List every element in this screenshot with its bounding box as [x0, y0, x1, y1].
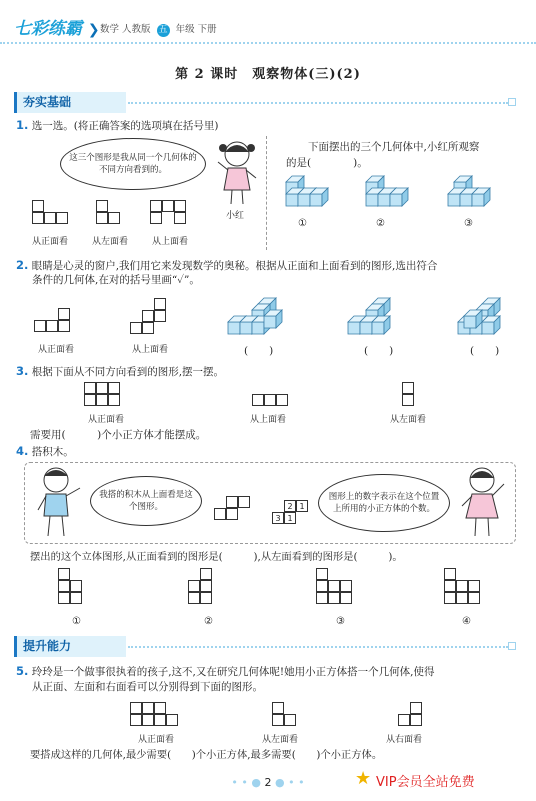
- cube-square: [130, 702, 142, 714]
- page-number-text: 2: [264, 776, 272, 789]
- q4-number-grid: [272, 500, 312, 526]
- cube-square: [154, 298, 166, 310]
- q2-number: 2.: [16, 258, 29, 272]
- cube-square: [58, 568, 70, 580]
- cube-square: [272, 714, 284, 726]
- q3-answer: 需要用( )个小正方体才能摆成。: [30, 429, 207, 441]
- cube-square: [410, 714, 422, 726]
- cube-square: [456, 592, 468, 604]
- header-subject: 数学 人教版: [100, 24, 151, 35]
- cube-square: [402, 394, 414, 406]
- q2-text-2: 条件的几何体,在对的括号里画“✓”。: [32, 274, 200, 286]
- brand-logo-text: 七彩练霸: [14, 19, 82, 39]
- boy-illustration: [34, 466, 84, 540]
- header-info: [100, 21, 217, 37]
- q1-option-label: ①: [298, 218, 307, 229]
- q4-left-speech-bubble: [90, 476, 202, 526]
- q4-right-speech-bubble: [318, 474, 450, 532]
- section-advanced-end-mark: [508, 642, 516, 650]
- cube-square: [188, 592, 200, 604]
- q2-option-3-solid: [458, 298, 500, 334]
- cube-square: [468, 592, 480, 604]
- cube-square: [456, 580, 468, 592]
- cube-square: [150, 200, 162, 212]
- q4-option-3-shape: [316, 568, 356, 612]
- section-advanced: 提升能力: [14, 636, 126, 657]
- cube-square: [96, 394, 108, 406]
- vip-watermark: VIP会员全站免费: [376, 775, 475, 790]
- cube-square: [154, 714, 166, 726]
- q2-view-front: [34, 308, 74, 338]
- q3-view-top: [252, 394, 300, 408]
- cube-square: [174, 200, 186, 212]
- q5-prompt: [16, 664, 434, 680]
- cube-square: [96, 382, 108, 394]
- cube-square: [316, 592, 328, 604]
- q1-option-label: ③: [464, 218, 473, 229]
- logo-chevron-icon: ❯: [87, 22, 100, 38]
- cube-square: [252, 394, 264, 406]
- q4-prompt: [16, 444, 74, 460]
- cube-square: [96, 200, 108, 212]
- cube-square: [70, 592, 82, 604]
- cube-square: [154, 310, 166, 322]
- girl-illustration: [458, 466, 508, 540]
- cube-square: [316, 580, 328, 592]
- grade-badge: 五: [158, 25, 168, 35]
- cube-square: [142, 702, 154, 714]
- q5-view-label: 从正面看: [138, 735, 175, 745]
- q3-view-label: 从上面看: [250, 415, 287, 425]
- cube-square: [142, 310, 154, 322]
- q5-view-label: 从左面看: [262, 735, 299, 745]
- q1-number: 1.: [16, 118, 29, 132]
- cube-square: [166, 714, 178, 726]
- lesson-title: 第 2 课时 观察物体(三)(2): [175, 67, 361, 82]
- q3-text: 根据下面从不同方向看到的图形,摆一摆。: [31, 366, 225, 378]
- q1-view-label: 从正面看: [32, 237, 69, 247]
- q4-text: 搭积木。: [31, 446, 74, 458]
- q2-answer-blank[interactable]: ( ): [244, 345, 274, 357]
- q4-option-4-shape: [444, 568, 484, 612]
- q4-option-label: ①: [72, 616, 81, 627]
- q3-view-label: 从左面看: [390, 415, 427, 425]
- q2-view-top: [130, 298, 170, 338]
- q4-option-1-shape: [58, 568, 98, 612]
- q4-left-bubble-text: 我搭的积木从上面看是这个图形。: [99, 490, 193, 512]
- cube-square: [226, 508, 238, 520]
- q2-answer-blank[interactable]: ( ): [470, 345, 500, 357]
- dots-right-icon: ● • •: [275, 776, 305, 789]
- q2-view-label: 从上面看: [132, 345, 169, 355]
- q2-option-1-solid: [228, 298, 282, 334]
- cube-square: [58, 592, 70, 604]
- q2-prompt: [16, 258, 437, 274]
- q5-view-left: [272, 702, 302, 728]
- q4-option-2-shape: [188, 568, 228, 612]
- q1-view-top: [150, 200, 190, 230]
- cube-square: [58, 320, 70, 332]
- q5-number: 5.: [16, 664, 29, 678]
- q3-view-label: 从正面看: [88, 415, 125, 425]
- cube-square: [142, 322, 154, 334]
- cube-square: [264, 394, 276, 406]
- brand-logo: [14, 14, 100, 39]
- cube-square: [284, 714, 296, 726]
- q1-view-left: [96, 200, 126, 230]
- cube-square: [328, 580, 340, 592]
- star-icon: ★: [355, 768, 372, 789]
- q3-view-left: [402, 382, 416, 408]
- section-basic-end-mark: [508, 98, 516, 106]
- cube-square: [214, 508, 226, 520]
- cube-square: [58, 580, 70, 592]
- cube-square: [108, 382, 120, 394]
- section-basic-divider: [128, 102, 508, 104]
- cube-square: [444, 580, 456, 592]
- cube-square: [238, 496, 250, 508]
- cube-square: [328, 592, 340, 604]
- cube-square: [44, 212, 56, 224]
- q2-view-label: 从正面看: [38, 345, 75, 355]
- cube-square: [200, 580, 212, 592]
- cube-square: [34, 320, 46, 332]
- cube-square: [84, 382, 96, 394]
- q4-option-label: ③: [336, 616, 345, 627]
- cube-square: [58, 308, 70, 320]
- dots-left-icon: • • ●: [231, 776, 261, 789]
- cube-square: [226, 496, 238, 508]
- cube-square: [340, 592, 352, 604]
- cube-square: [108, 394, 120, 406]
- q3-number: 3.: [16, 364, 29, 378]
- q1-view-label: 从上面看: [152, 237, 189, 247]
- q1-right-text-2: 的是( )。: [286, 157, 368, 169]
- grid-cell: 3: [272, 512, 284, 524]
- q5-view-right: [398, 702, 428, 728]
- q1-view-front: [32, 200, 72, 230]
- cube-square: [96, 212, 108, 224]
- q1-girl-name: 小红: [226, 211, 245, 221]
- cube-square: [46, 320, 58, 332]
- q2-answer-blank[interactable]: ( ): [364, 345, 394, 357]
- cube-square: [84, 394, 96, 406]
- girl-xiaohong-illustration: [214, 138, 260, 208]
- q1-option-2-solid: [366, 176, 408, 206]
- cube-square: [130, 714, 142, 726]
- cube-square: [398, 714, 410, 726]
- grid-cell: 2: [284, 500, 296, 512]
- cube-square: [142, 714, 154, 726]
- q5-answer: 要搭成这样的几何体,最少需要( )个小正方体,最多需要( )个小正方体。: [30, 749, 383, 761]
- q1-solid-options: [284, 172, 514, 217]
- q2-text-1: 眼睛是心灵的窗户,我们用它来发现数学的奥秘。根据从正面和上面看到的图形,选出符合: [31, 260, 438, 272]
- cube-square: [32, 200, 44, 212]
- cube-square: [108, 212, 120, 224]
- cube-square: [174, 212, 186, 224]
- cube-square: [70, 580, 82, 592]
- q4-option-label: ④: [462, 616, 471, 627]
- cube-square: [200, 592, 212, 604]
- q4-option-label: ②: [204, 616, 213, 627]
- cube-square: [162, 200, 174, 212]
- cube-square: [272, 702, 284, 714]
- cube-square: [316, 568, 328, 580]
- q2-solid-options: [226, 296, 516, 341]
- q1-view-label: 从左面看: [92, 237, 129, 247]
- q5-view-label: 从右面看: [386, 735, 423, 745]
- q4-number: 4.: [16, 444, 29, 458]
- q1-option-label: ②: [376, 218, 385, 229]
- cube-square: [340, 580, 352, 592]
- section-basic: 夯实基础: [14, 92, 126, 113]
- cube-square: [150, 212, 162, 224]
- cube-square: [154, 702, 166, 714]
- cube-square: [32, 212, 44, 224]
- q3-prompt: [16, 364, 224, 380]
- q1-option-3-solid: [448, 176, 490, 206]
- q1-right-text-1: 下面摆出的三个几何体中,小红所观察: [308, 141, 480, 153]
- header-divider: [0, 42, 536, 47]
- q1-prompt: [16, 118, 218, 134]
- q4-right-bubble-text: 图形上的数字表示在这个位置上所用的小正方体的个数。: [328, 492, 440, 514]
- cube-square: [188, 580, 200, 592]
- q3-view-front: [84, 382, 132, 408]
- q5-text-1: 玲玲是一个做事很执着的孩子,这不,又在研究几何体呢!她用小正方体搭一个几何体,使得: [31, 666, 435, 678]
- cube-square: [468, 580, 480, 592]
- cube-square: [444, 568, 456, 580]
- q1-option-1-solid: [286, 176, 328, 206]
- q4-answer: 摆出的这个立体图形,从正面看到的图形是( ),从左面看到的图形是( )。: [30, 551, 403, 563]
- q5-text-2: 从正面、左面和右面看可以分别得到下面的图形。: [32, 681, 263, 693]
- q4-top-view-shape: [214, 496, 264, 526]
- q1-text: 选一选。(将正确答案的选项填在括号里): [31, 120, 219, 132]
- cube-square: [444, 592, 456, 604]
- cube-square: [410, 702, 422, 714]
- grid-cell: 1: [284, 512, 296, 524]
- cube-square: [56, 212, 68, 224]
- q5-view-front: [130, 702, 190, 728]
- q2-option-2-solid: [348, 298, 390, 334]
- cube-square: [402, 382, 414, 394]
- section-advanced-divider: [128, 646, 508, 648]
- q1-speech-bubble: [60, 138, 206, 190]
- cube-square: [276, 394, 288, 406]
- cube-square: [130, 322, 142, 334]
- header-grade: 年级 下册: [175, 24, 217, 35]
- grid-cell: 1: [296, 500, 308, 512]
- cube-square: [200, 568, 212, 580]
- q1-bubble-text: 这三个图形是我从同一个几何体的不同方向看到的。: [69, 153, 197, 175]
